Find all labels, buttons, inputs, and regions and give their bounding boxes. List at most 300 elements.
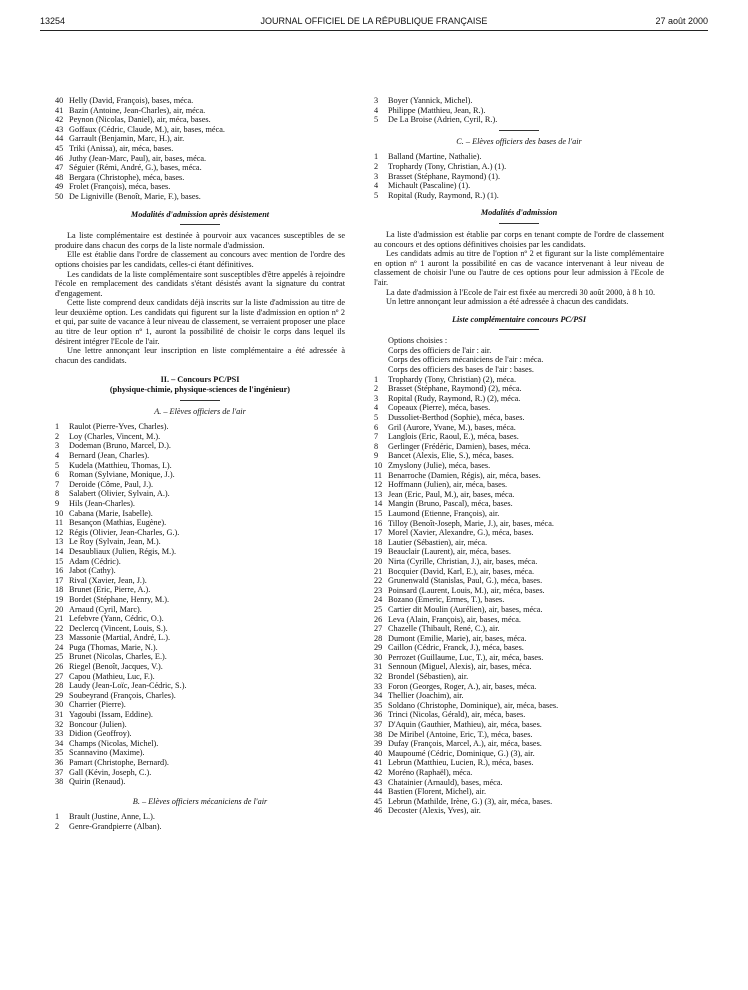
list-item bbox=[55, 777, 345, 787]
paragraph: Les candidats de la liste complémentaire sont susceptibles d'être appelés à rejoindre l'école en remplacement des candidats s'étant désistés avant la signature du contrat d'engagement. bbox=[55, 269, 345, 298]
item-number: 45 bbox=[374, 796, 383, 806]
item-text: Hils (Jean-Charles). bbox=[69, 498, 135, 508]
page-number: 13254 bbox=[40, 16, 66, 26]
item-text: Bocquier (David, Karl, E.), air, bases, méca. bbox=[388, 566, 535, 576]
list-item bbox=[374, 384, 664, 394]
item-number: 19 bbox=[374, 547, 383, 557]
item-text: Morel (Xavier, Alexandre, G.), méca, bases. bbox=[388, 528, 534, 538]
modalites-body bbox=[374, 230, 664, 307]
list-item bbox=[374, 672, 664, 682]
item-number: 9 bbox=[374, 451, 379, 461]
list-item bbox=[374, 758, 664, 768]
item-number: 13 bbox=[55, 537, 64, 547]
item-number: 7 bbox=[374, 432, 379, 442]
item-text: Dumont (Emilie, Marie), air, bases, méca. bbox=[388, 633, 527, 643]
item-number: 48 bbox=[55, 172, 64, 182]
list-item bbox=[55, 432, 345, 442]
list-item bbox=[55, 822, 345, 832]
item-number: 35 bbox=[374, 700, 383, 710]
list-item bbox=[374, 806, 664, 816]
item-text: Balland (Martine, Nathalie). bbox=[388, 152, 482, 162]
item-text: Massonie (Martial, André, L.). bbox=[69, 633, 171, 643]
paragraph: La liste d'admission est établie par corps en tenant compte de l'ordre de classement au concours et des options définitives choisies par les candidats. bbox=[374, 229, 664, 249]
item-text: Gall (Kévin, Joseph, C.). bbox=[69, 767, 152, 777]
item-text: Champs (Nicolas, Michel). bbox=[69, 738, 159, 748]
item-number: 4 bbox=[374, 403, 379, 413]
item-text: Brasset (Stéphane, Raymond) (2), méca. bbox=[388, 384, 522, 394]
list-item bbox=[55, 154, 345, 164]
item-number: 36 bbox=[374, 710, 383, 720]
item-text: Cartier dit Moulin (Aurélien), air, bases, méca. bbox=[388, 604, 543, 614]
item-number: 14 bbox=[55, 546, 64, 556]
item-text: Lebrun (Mathilde, Irène, G.) (3), air, méca, bases. bbox=[388, 796, 553, 806]
item-number: 12 bbox=[374, 480, 383, 490]
list-item bbox=[55, 461, 345, 471]
list-item bbox=[55, 768, 345, 778]
item-number: 3 bbox=[55, 441, 60, 451]
list-item bbox=[374, 152, 664, 162]
item-text: Bernard (Jean, Charles). bbox=[69, 451, 150, 460]
modalites-desistement-body bbox=[55, 231, 345, 365]
item-text: Jabot (Cathy). bbox=[69, 566, 116, 576]
list-item bbox=[55, 681, 345, 691]
item-text: Puga (Thomas, Marie, N.). bbox=[69, 642, 158, 652]
list-item bbox=[55, 566, 345, 576]
item-text: Philippe (Matthieu, Jean, R.). bbox=[388, 105, 486, 115]
item-number: 47 bbox=[55, 163, 64, 173]
list-item bbox=[374, 528, 664, 538]
item-number: 3 bbox=[374, 96, 379, 105]
item-number: 14 bbox=[374, 499, 383, 509]
item-text: Dodeman (Bruno, Marcel, D.). bbox=[69, 441, 171, 451]
section-divider bbox=[499, 223, 539, 224]
item-number: 18 bbox=[55, 585, 64, 595]
section-c-list bbox=[374, 152, 664, 200]
item-number: 1 bbox=[374, 152, 379, 162]
item-text: Brunet (Nicolas, Charles, E.). bbox=[69, 652, 167, 662]
modalites-title: Modalités d'admission bbox=[480, 208, 558, 218]
item-text: Bastien (Florent, Michel), air. bbox=[388, 787, 487, 797]
item-number: 45 bbox=[55, 143, 64, 153]
item-number: 24 bbox=[374, 595, 383, 605]
item-number: 40 bbox=[374, 748, 383, 758]
item-text: Decoster (Alexis, Yves), air. bbox=[388, 806, 481, 816]
item-text: Peynon (Nicolas, Daniel), air, méca, bases. bbox=[69, 115, 211, 125]
list-item bbox=[55, 441, 345, 451]
section-divider bbox=[499, 130, 539, 131]
list-item bbox=[374, 162, 664, 172]
item-number: 8 bbox=[55, 489, 60, 499]
list-item bbox=[55, 518, 345, 528]
item-number: 22 bbox=[374, 576, 383, 586]
item-number: 17 bbox=[55, 575, 64, 585]
item-number: 1 bbox=[55, 812, 60, 822]
list-item bbox=[55, 652, 345, 662]
item-number: 6 bbox=[374, 422, 379, 432]
section-divider bbox=[499, 329, 539, 330]
list-item bbox=[374, 509, 664, 519]
option-line: Corps des officiers des bases de l'air : bases. bbox=[388, 365, 534, 375]
item-number: 31 bbox=[374, 662, 383, 672]
list-item bbox=[55, 710, 345, 720]
item-number: 7 bbox=[55, 479, 60, 489]
item-number: 46 bbox=[55, 153, 64, 163]
item-text: Hoffmann (Julien), air, méca, bases. bbox=[388, 480, 508, 490]
list-item bbox=[55, 106, 345, 116]
section-a-title: A. – Elèves officiers de l'air bbox=[154, 406, 246, 416]
section-divider bbox=[180, 224, 220, 225]
item-number: 25 bbox=[374, 604, 383, 614]
item-number: 42 bbox=[55, 115, 64, 125]
right-column bbox=[374, 96, 664, 816]
item-text: Thellier (Joachim), air. bbox=[388, 691, 464, 701]
list-item bbox=[55, 595, 345, 605]
list-item bbox=[55, 662, 345, 672]
list-item bbox=[55, 691, 345, 701]
item-number: 1 bbox=[374, 374, 379, 384]
list-item bbox=[374, 576, 664, 586]
item-text: Mangin (Bruno, Pascal), méca, bases. bbox=[388, 499, 513, 509]
item-number: 30 bbox=[55, 700, 64, 710]
item-text: Ropital (Rudy, Raymond, R.) (2), méca. bbox=[388, 393, 521, 403]
list-item bbox=[55, 489, 345, 499]
list-item bbox=[374, 423, 664, 433]
section-a-list bbox=[55, 422, 345, 787]
list-item bbox=[374, 595, 664, 605]
item-number: 15 bbox=[374, 508, 383, 518]
item-text: Le Roy (Sylvain, Jean, M.). bbox=[69, 537, 161, 547]
list-item bbox=[374, 519, 664, 529]
item-text: Bergara (Christophe), méca, bases. bbox=[69, 172, 185, 182]
item-text: Chazelle (Thibault, René, C.), air. bbox=[388, 624, 500, 634]
list-item bbox=[374, 413, 664, 423]
list-item bbox=[374, 375, 664, 385]
item-number: 34 bbox=[55, 738, 64, 748]
list-item bbox=[374, 778, 664, 788]
item-text: Séguier (Rémi, André, G.), bases, méca. bbox=[69, 163, 202, 173]
item-text: Beauclair (Laurent), air, méca, bases. bbox=[388, 547, 511, 557]
list-item bbox=[374, 471, 664, 481]
item-text: Laudy (Jean-Loïc, Jean-Cédric, S.). bbox=[69, 681, 187, 691]
list-item bbox=[55, 163, 345, 173]
item-number: 23 bbox=[55, 633, 64, 643]
page-header bbox=[40, 16, 708, 30]
list-item bbox=[374, 624, 664, 634]
list-item bbox=[374, 394, 664, 404]
item-number: 5 bbox=[374, 413, 379, 423]
paragraph: Cette liste comprend deux candidats déjà inscrits sur la liste d'admission au titre de leur deuxième option. Les candidats qui figurent sur la liste d'admission en option nº 2 et qui, par suite de vacance à leur niveau de classement, se verraient proposer une place au titre de leur option nº 1, auront la possibilité de choisir le corps dans lequel ils désirent intégrer l'Ecole de l'air. bbox=[55, 298, 345, 346]
item-text: Cabana (Marie, Isabelle). bbox=[69, 508, 153, 518]
item-number: 11 bbox=[374, 470, 382, 480]
list-item bbox=[374, 480, 664, 490]
item-text: Zmyslony (Julie), méca, bases. bbox=[388, 461, 491, 470]
item-text: Leva (Alain, François), air, bases, méca. bbox=[388, 614, 521, 624]
paragraph: Une lettre annonçant leur inscription en liste complémentaire a été adressée à chacun des candidats. bbox=[55, 346, 345, 365]
list-item bbox=[55, 528, 345, 538]
item-text: Roman (Sylviane, Monique, J.). bbox=[69, 470, 175, 480]
list-item bbox=[374, 739, 664, 749]
section-c-title: C. – Elèves officiers des bases de l'air bbox=[456, 136, 582, 146]
item-number: 3 bbox=[374, 171, 379, 181]
item-text: Besançon (Mathias, Eugène). bbox=[69, 518, 167, 528]
item-number: 22 bbox=[55, 623, 64, 633]
item-number: 11 bbox=[55, 518, 63, 528]
list-item bbox=[374, 403, 664, 413]
paragraph: Elle est établie dans l'ordre de classement au concours avec mention de l'ordre des options choisies par les candidats, celles-ci étant définitives. bbox=[55, 250, 345, 269]
item-text: De Miribel (Antoine, Eric, T.), méca, bases. bbox=[388, 729, 533, 739]
list-item bbox=[55, 509, 345, 519]
list-item bbox=[55, 585, 345, 595]
item-number: 23 bbox=[374, 585, 383, 595]
item-text: Sennoun (Miguel, Alexis), air, bases, méca. bbox=[388, 662, 532, 672]
item-text: Soubeyrand (François, Charles). bbox=[69, 690, 176, 700]
item-number: 46 bbox=[374, 806, 383, 816]
item-number: 37 bbox=[374, 720, 383, 730]
item-text: Gril (Aurore, Yvane, M.), bases, méca. bbox=[388, 422, 516, 432]
list-item bbox=[374, 586, 664, 596]
item-number: 13 bbox=[374, 489, 383, 499]
item-number: 12 bbox=[55, 527, 64, 537]
item-text: Raulot (Pierre-Yves, Charles). bbox=[69, 422, 169, 432]
list-item bbox=[55, 729, 345, 739]
list-item bbox=[55, 720, 345, 730]
item-text: Adam (Cédric). bbox=[69, 556, 121, 566]
header-rule bbox=[40, 30, 708, 31]
item-number: 27 bbox=[55, 671, 64, 681]
item-text: D'Aquin (Gauthier, Mathieu), air, méca, bases. bbox=[388, 720, 542, 730]
item-text: Trinci (Nicolas, Gérald), air, méca, bases. bbox=[388, 710, 526, 720]
item-text: Declercq (Vincent, Louis, S.). bbox=[69, 623, 168, 633]
paragraph: La date d'admission à l'Ecole de l'air est fixée au mercredi 30 août 2000, à 8 h 10. bbox=[386, 287, 656, 297]
item-text: Langlois (Eric, Raoul, E.), méca, bases. bbox=[388, 432, 519, 442]
item-text: Brondel (Sébastien), air. bbox=[388, 672, 469, 682]
list-item bbox=[374, 432, 664, 442]
list-item bbox=[55, 134, 345, 144]
item-number: 50 bbox=[55, 191, 64, 201]
item-number: 6 bbox=[55, 470, 60, 480]
list-item bbox=[374, 653, 664, 663]
item-text: Juthy (Jean-Marc, Paul), air, bases, méca. bbox=[69, 153, 207, 163]
journal-title: JOURNAL OFFICIEL DE LA RÉPUBLIQUE FRANÇAISE bbox=[260, 16, 488, 26]
item-number: 41 bbox=[55, 105, 64, 115]
item-number: 2 bbox=[55, 431, 60, 441]
list-item bbox=[374, 557, 664, 567]
item-text: Maupoumé (Cédric, Dominique, G.) (3), air. bbox=[388, 748, 535, 758]
item-text: Genre-Grandpierre (Alban). bbox=[69, 821, 162, 831]
list-item bbox=[374, 720, 664, 730]
list-item bbox=[55, 451, 345, 461]
list-item bbox=[374, 605, 664, 615]
item-text: Desaubliaux (Julien, Régis, M.). bbox=[69, 546, 177, 556]
item-text: Yagoubi (Issam, Eddine). bbox=[69, 710, 153, 720]
item-number: 4 bbox=[374, 105, 379, 115]
item-text: Perrozet (Guillaume, Luc, T.), air, méca, bases. bbox=[388, 652, 544, 662]
list-item bbox=[374, 106, 664, 116]
item-text: Soldano (Christophe, Dominique), air, méca, bases. bbox=[388, 700, 559, 710]
item-text: De Ligniville (Benoît, Marie, F.), bases. bbox=[69, 191, 201, 201]
item-text: Bordet (Stéphane, Henry, M.). bbox=[69, 594, 170, 604]
list-item bbox=[374, 172, 664, 182]
section-b-list bbox=[55, 812, 345, 831]
item-number: 4 bbox=[55, 451, 60, 460]
item-number: 28 bbox=[374, 633, 383, 643]
item-text: Laumond (Etienne, François), air. bbox=[388, 508, 500, 518]
item-number: 41 bbox=[374, 758, 383, 768]
item-number: 32 bbox=[55, 719, 64, 729]
list-item bbox=[374, 451, 664, 461]
item-number: 1 bbox=[55, 422, 60, 432]
item-text: Gerlinger (Frédéric, Damien), bases, méca. bbox=[388, 441, 531, 451]
item-number: 29 bbox=[55, 690, 64, 700]
option-line: Corps des officiers mécaniciens de l'air : méca. bbox=[388, 355, 544, 365]
item-number: 38 bbox=[55, 777, 64, 787]
list-item bbox=[374, 749, 664, 759]
item-number: 29 bbox=[374, 643, 383, 653]
list-item bbox=[55, 173, 345, 183]
list-item bbox=[55, 614, 345, 624]
list-item bbox=[374, 96, 664, 106]
item-number: 26 bbox=[374, 614, 383, 624]
item-number: 3 bbox=[374, 393, 379, 403]
item-number: 16 bbox=[55, 566, 64, 576]
item-number: 17 bbox=[374, 528, 383, 538]
list-item bbox=[55, 182, 345, 192]
list-item bbox=[55, 537, 345, 547]
list-item bbox=[55, 758, 345, 768]
item-text: Poinsard (Laurent, Louis, M.), air, méca, bases. bbox=[388, 585, 545, 595]
item-number: 35 bbox=[55, 748, 64, 758]
item-number: 5 bbox=[55, 460, 60, 470]
section-b-list-continued bbox=[374, 96, 664, 125]
item-number: 20 bbox=[374, 556, 383, 566]
item-number: 38 bbox=[374, 729, 383, 739]
concours-subtitle: (physique-chimie, physique-sciences de l'ingénieur) bbox=[109, 385, 291, 395]
item-text: Tilloy (Benoît-Joseph, Marie, J.), air, bases, méca. bbox=[388, 518, 554, 528]
item-number: 43 bbox=[55, 124, 64, 134]
item-text: Bozano (Emeric, Ermes, T.), bases. bbox=[388, 595, 505, 605]
list-item bbox=[55, 672, 345, 682]
modalites-desistement-title: Modalités d'admission après désistement bbox=[130, 209, 270, 219]
item-text: Salabert (Olivier, Sylvain, A.). bbox=[69, 489, 170, 499]
item-number: 26 bbox=[55, 662, 64, 672]
item-text: Benarroche (Damien, Régis), air, méca, bases. bbox=[388, 470, 541, 480]
item-text: Brunet (Eric, Pierre, A.). bbox=[69, 585, 151, 595]
liste-complementaire-title: Liste complémentaire concours PC/PSI bbox=[451, 314, 587, 324]
list-item bbox=[374, 442, 664, 452]
list-item bbox=[374, 461, 664, 471]
list-item bbox=[55, 499, 345, 509]
list-item bbox=[55, 96, 345, 106]
list-item bbox=[374, 787, 664, 797]
list-item bbox=[55, 624, 345, 634]
item-number: 2 bbox=[374, 161, 379, 171]
left-top-list bbox=[55, 96, 345, 202]
item-text: Garrault (Benjamin, Marc, H.), air. bbox=[69, 134, 185, 144]
item-text: Frolet (François), méca, bases. bbox=[69, 182, 171, 192]
list-item bbox=[55, 633, 345, 643]
item-text: Lefebvre (Yann, Cédric, O.). bbox=[69, 614, 164, 624]
item-number: 37 bbox=[55, 767, 64, 777]
item-text: Nirta (Cyrille, Christian, J.), air, bases, méca. bbox=[388, 556, 538, 566]
item-number: 8 bbox=[374, 441, 379, 451]
item-text: Lautier (Sébastien), air, méca. bbox=[388, 537, 488, 547]
list-item bbox=[374, 538, 664, 548]
paragraph: Un lettre annonçant leur admission a été adressée à chacun des candidats. bbox=[386, 297, 629, 307]
item-number: 33 bbox=[55, 729, 64, 739]
item-text: Goffaux (Cédric, Claude, M.), air, bases, méca. bbox=[69, 124, 225, 134]
concours-title: II. – Concours PC/PSI bbox=[160, 375, 240, 385]
item-text: Deroide (Côme, Paul, J.). bbox=[69, 479, 154, 489]
item-number: 39 bbox=[374, 739, 383, 749]
item-number: 43 bbox=[374, 777, 383, 787]
item-number: 40 bbox=[55, 96, 64, 105]
list-item bbox=[55, 192, 345, 202]
section-b-title: B. – Elèves officiers mécaniciens de l'air bbox=[132, 796, 268, 806]
item-text: Scannavino (Maxime). bbox=[69, 748, 145, 758]
list-item bbox=[374, 567, 664, 577]
item-text: Riegel (Benoît, Jacques, V.). bbox=[69, 662, 163, 672]
item-text: Kudela (Matthieu, Thomas, I.). bbox=[69, 460, 172, 470]
list-item bbox=[55, 812, 345, 822]
left-column bbox=[55, 96, 345, 832]
list-item bbox=[374, 615, 664, 625]
list-item bbox=[374, 547, 664, 557]
liste-complementaire-entries bbox=[374, 375, 664, 816]
list-item bbox=[55, 643, 345, 653]
list-item bbox=[55, 700, 345, 710]
list-item bbox=[55, 144, 345, 154]
item-number: 44 bbox=[374, 787, 383, 797]
item-text: Moréno (Raphaël), méca. bbox=[388, 768, 473, 777]
item-number: 42 bbox=[374, 768, 383, 777]
item-number: 36 bbox=[55, 758, 64, 767]
list-item bbox=[374, 191, 664, 201]
item-text: Rival (Xavier, Jean, J.). bbox=[69, 575, 147, 585]
item-number: 20 bbox=[55, 604, 64, 614]
list-item bbox=[374, 181, 664, 191]
item-number: 31 bbox=[55, 710, 64, 720]
list-item bbox=[374, 634, 664, 644]
list-item bbox=[374, 701, 664, 711]
item-text: Loy (Charles, Vincent, M.). bbox=[69, 431, 161, 441]
list-item bbox=[374, 710, 664, 720]
list-item bbox=[374, 643, 664, 653]
item-number: 33 bbox=[374, 681, 383, 691]
item-text: Triki (Anissa), air, méca, bases. bbox=[69, 143, 174, 153]
item-text: Arnaud (Cyril, Marc). bbox=[69, 604, 142, 614]
list-item bbox=[374, 797, 664, 807]
list-item bbox=[374, 682, 664, 692]
item-text: Caillon (Cédric, Franck, J.), méca, bases. bbox=[388, 643, 524, 653]
item-text: Lebrun (Matthieu, Lucien, R.), méca, bases. bbox=[388, 758, 534, 768]
paragraph: Les candidats admis au titre de l'option nº 2 et figurant sur la liste complémentaire en option nº 1 auront la possibilité en cas de vacance intervenant à leur niveau de classement de choisir l'une ou l'autre de ces options pour leur admission à l'Ecole de l'air. bbox=[374, 249, 664, 287]
item-text: Copeaux (Pierre), méca, bases. bbox=[388, 403, 491, 413]
list-item bbox=[55, 576, 345, 586]
item-text: Grunenwald (Stanislas, Paul, G.), méca, bases. bbox=[388, 576, 543, 586]
item-number: 15 bbox=[55, 556, 64, 566]
item-text: Chatainier (Arnauld), bases, méca. bbox=[388, 777, 503, 787]
item-text: Bazin (Antoine, Jean-Charles), air, méca. bbox=[69, 105, 206, 115]
item-number: 32 bbox=[374, 672, 383, 682]
item-number: 5 bbox=[374, 190, 379, 200]
list-item bbox=[374, 691, 664, 701]
item-text: Bancet (Alexis, Elie, S.), méca, bases. bbox=[388, 451, 514, 461]
item-text: Brasset (Stéphane, Raymond) (1). bbox=[388, 171, 501, 181]
list-item bbox=[55, 115, 345, 125]
item-number: 25 bbox=[55, 652, 64, 662]
paragraph: La liste complémentaire est destinée à pourvoir aux vacances susceptibles de se produire dans chacun des corps de la liste normale d'admission. bbox=[55, 231, 345, 250]
list-item bbox=[374, 490, 664, 500]
